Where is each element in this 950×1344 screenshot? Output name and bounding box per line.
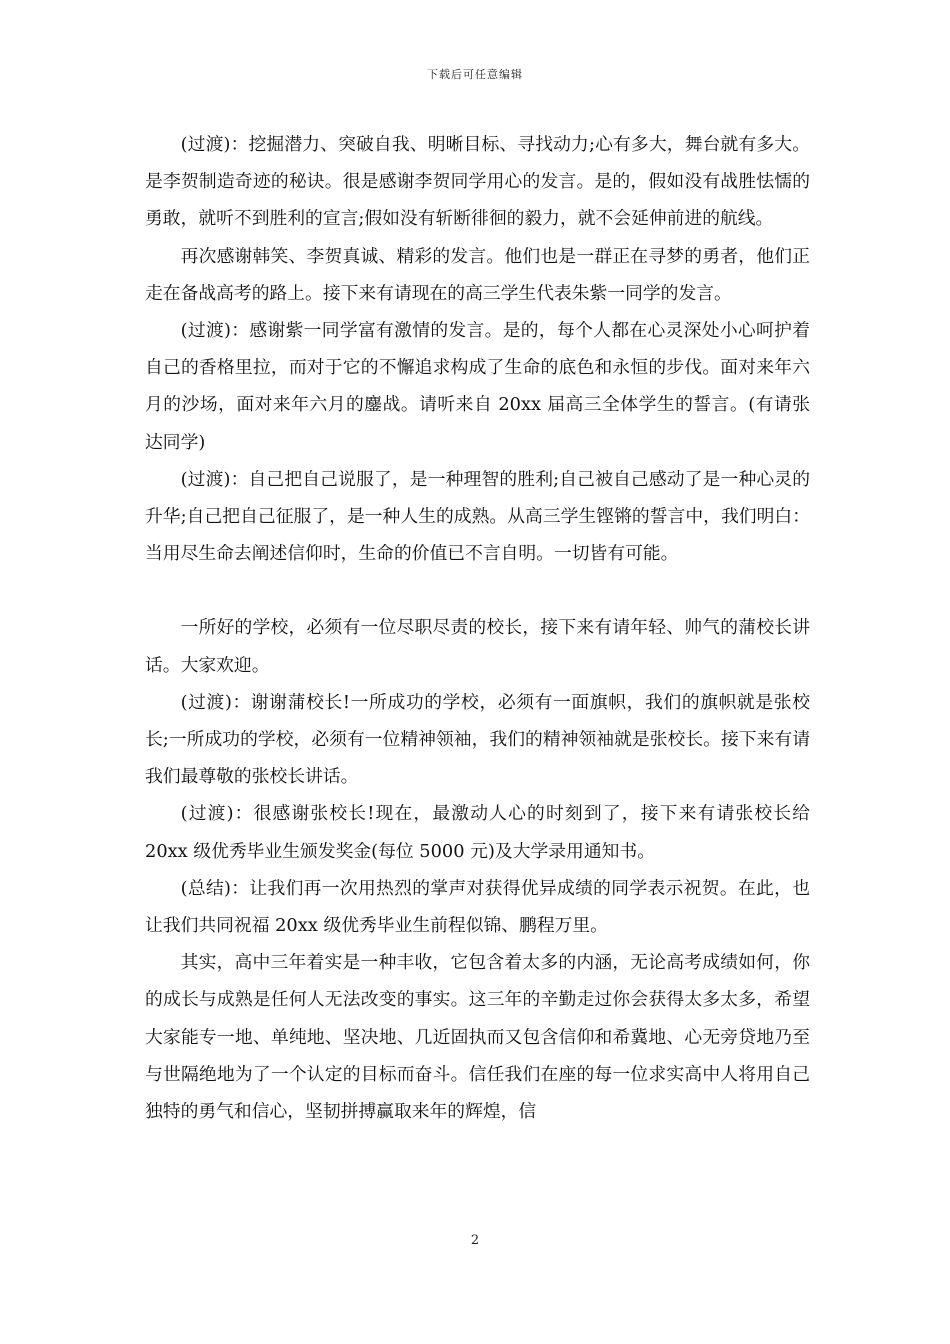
page-number: 2 [470,1233,480,1248]
paragraph-principal-pu: 一所好的学校，必须有一位尽职尽责的校长，接下来有请年轻、帅气的蒲校长讲话。大家欢迎。 [145,617,810,676]
page-header: 下载后可任意编辑 [427,68,523,81]
paragraph-summary: (总结)：让我们再一次用热烈的掌声对获得优异成绩的同学表示祝贺。在此，也让我们共同祝福 20xx 级优秀毕业生前程似锦、鹏程万里。 [145,877,810,937]
paragraph-transition-zhang: (过渡)：谢谢蒲校长!一所成功的学校，必须有一面旗帜，我们的旗帜就是张校长;一所成功的学校，必须有一位精神领袖，我们的精神领袖就是张校长。接下来有请我们最尊敬的张校长讲话。 [145,691,810,788]
paragraph-transition-oath: (过渡)：自己把自己说服了，是一种理智的胜利;自己被自己感动了是一种心灵的升华;自己把自己征服了，是一种人生的成熟。从高三学生铿锵的誓言中，我们明白：当用尽生命去阐述信仰时，生命的价值已不言自明。一切皆有可能。 [145,468,810,565]
paragraph-transition-award: (过渡)：很感谢张校长!现在，最激动人心的时刻到了，接下来有请张校长给 20xx 级优秀毕业生颁发奖金(每位 5000 元)及大学录用通知书。 [145,803,810,862]
document-body [145,126,810,1130]
paragraph-transition-lihe: (过渡)：挖掘潜力、突破自我、明晰目标、寻找动力;心有多大，舞台就有多大。是李贺制造奇迹的秘诀。很是感谢李贺同学用心的发言。是的，假如没有战胜怯懦的勇敢，就听不到胜利的宣言;假如没有斩断徘徊的毅力，就不会延伸前进的航线。 [145,134,810,230]
paragraph-closing: 其实，高中三年着实是一种丰收，它包含着太多的内涵，无论高考成绩如何，你的成长与成熟是任何人无法改变的事实。这三年的辛勤走过你会获得太多太多，希望大家能专一地、单纯地、坚决地、几近固执而又包含信仰和希冀地、心无旁贷地乃至与世隔绝地为了一个认定的目标而奋斗。信任我们在座的每一位求实高中人将用自己独特的勇气和信心，坚韧拼搏赢取来年的辉煌，信 [145,952,810,1123]
paragraph-transition-ziyi: (过渡)：感谢紫一同学富有激情的发言。是的，每个人都在心灵深处小心呵护着自己的香格里拉，而对于它的不懈追求构成了生命的底色和永恒的步伐。面对来年六月的沙场，面对来年六月的鏖战。请听来自 20xx 届高三全体学生的誓言。(有请张达同学) [145,320,810,453]
paragraph-thanks-hanxiao: 再次感谢韩笑、李贺真诚、精彩的发言。他们也是一群正在寻梦的勇者，他们正走在备战高考的路上。接下来有请现在的高三学生代表朱紫一同学的发言。 [145,245,810,304]
